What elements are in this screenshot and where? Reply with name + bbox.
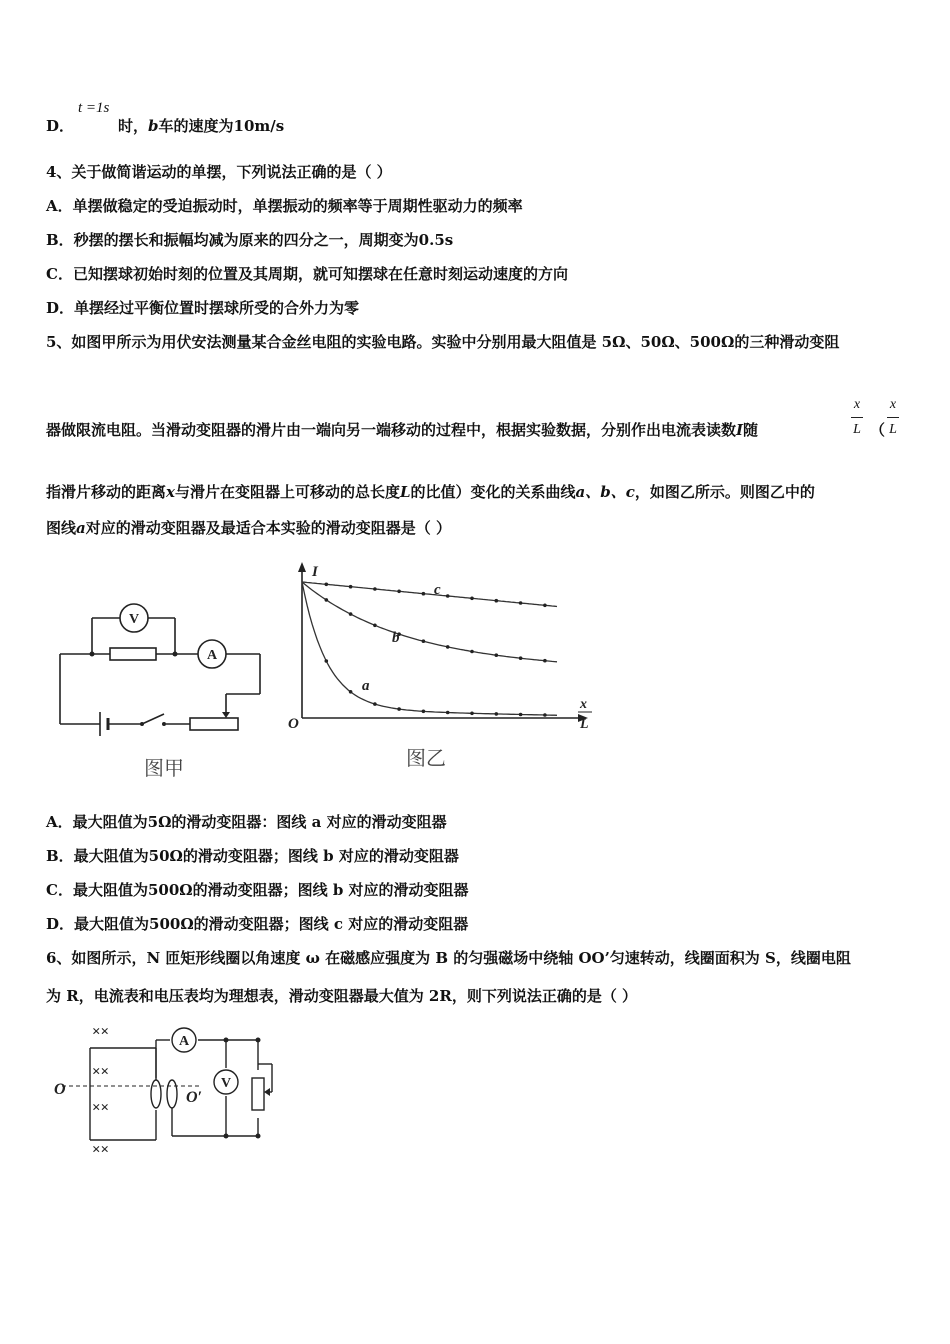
curve-c-label: c (434, 582, 441, 598)
q4-option-c: C．已知摆球初始时刻的位置及其周期，就可知摆球在任意时刻运动速度的方向 (46, 265, 568, 283)
curve-c-point (446, 594, 450, 598)
q5-stem-line4: 图线a对应的滑动变阻器及最适合本实验的滑动变阻器是（ ） (46, 519, 451, 537)
q5-fraction-den-1: L (853, 422, 861, 437)
q5-figure-yi-graph (282, 558, 602, 738)
q5-option-d: D．最大阻值为500Ω的滑动变阻器；图线 c 对应的滑动变阻器 (46, 915, 469, 933)
q5-figure-yi-caption: 图乙 (406, 746, 446, 770)
svg-text:A: A (178, 1034, 190, 1049)
curve-a (302, 582, 557, 715)
q6-figure-generator-circuit (52, 1020, 292, 1160)
field-cross: ×× (92, 1064, 110, 1080)
curve-a-point (495, 712, 499, 716)
curve-c (302, 582, 557, 607)
q5-option-b: B．最大阻值为50Ω的滑动变阻器；图线 b 对应的滑动变阻器 (46, 847, 459, 865)
curve-c-point (325, 583, 329, 587)
curve-a-point (519, 713, 523, 717)
q5-stem-line1: 5、如图甲所示为用伏安法测量某合金丝电阻的实验电路。实验中分别用最大阻值是 5Ω、50Ω、500Ω的三种滑动变阻 (46, 333, 840, 351)
q3-option-d-text: 时，b车的速度为10m/s (118, 117, 285, 135)
q5-option-c: C．最大阻值为500Ω的滑动变阻器；图线 b 对应的滑动变阻器 (46, 881, 469, 899)
graph-xlabel-den: L (580, 717, 589, 732)
curve-b-point (349, 612, 353, 616)
q5-fraction-num-1: x (853, 397, 861, 412)
curve-a-point (446, 711, 450, 715)
option-label: D． (46, 117, 75, 135)
q5-option-a: A．最大阻值为5Ω的滑动变阻器：图线 a 对应的滑动变阻器 (46, 813, 447, 831)
q4-option-d: D．单摆经过平衡位置时摆球所受的合外力为零 (46, 299, 360, 317)
curve-c-point (397, 590, 401, 594)
graph-origin: O (288, 716, 299, 732)
q5-fraction-bar-2 (887, 417, 899, 418)
curve-a-point (349, 690, 353, 694)
q3-time-formula: t =1s (78, 100, 110, 116)
curve-a-point (373, 702, 377, 706)
curve-b-point (422, 639, 426, 643)
curve-a-label: a (362, 678, 370, 694)
q4-option-b: B．秒摆的摆长和振幅均减为原来的四分之一，周期变为0.5s (46, 231, 454, 249)
curve-c-point (373, 587, 377, 591)
q5-stem-line3: 指滑片移动的距离x与滑片在变阻器上可移动的总长度L的比值）变化的关系曲线a、b、c，如图乙所示。则图乙中的 (46, 483, 815, 501)
svg-text:O: O (54, 1081, 66, 1098)
svg-text:A: A (206, 648, 218, 663)
curve-c-point (470, 597, 474, 601)
q5-fraction-den-2: L (889, 422, 897, 437)
curve-a-point (543, 713, 547, 717)
curve-b-point (543, 659, 547, 663)
curve-b-point (446, 645, 450, 649)
curve-c-point (422, 592, 426, 596)
q5-figure-jia-caption: 图甲 (144, 756, 184, 780)
q5-fraction-bar-1 (851, 417, 863, 418)
q5-fraction-num-2: x (889, 397, 897, 412)
curve-a-point (325, 659, 329, 663)
field-cross: ×× (92, 1024, 110, 1040)
q4-option-a: A．单摆做稳定的受迫振动时，单摆振动的频率等于周期性驱动力的频率 (46, 197, 523, 215)
svg-text:V: V (220, 1076, 232, 1091)
curve-b-point (470, 650, 474, 654)
curve-c-point (349, 585, 353, 589)
field-cross: ×× (92, 1142, 110, 1158)
curve-b-point (373, 624, 377, 628)
curve-b-point (495, 653, 499, 657)
curve-c-point (495, 599, 499, 603)
curve-a-point (422, 710, 426, 714)
curve-c-point (519, 601, 523, 605)
graph-ylabel: I (312, 564, 318, 580)
q6-stem-line2: 为 R，电流表和电压表均为理想表，滑动变阻器最大值为 2R，则下列说法正确的是（ ） (46, 987, 638, 1005)
svg-text:O′: O′ (186, 1089, 203, 1106)
curve-a-point (397, 707, 401, 711)
curve-c-point (543, 604, 547, 608)
field-cross: ×× (92, 1100, 110, 1116)
q5-stem-line2: 器做限流电阻。当滑动变阻器的滑片由一端向另一端移动的过程中，根据实验数据，分别作出电流表读数I随 (46, 421, 759, 439)
svg-text:V: V (128, 612, 140, 627)
q4-stem: 4、关于做简谐运动的单摆，下列说法正确的是（ ） (46, 163, 392, 181)
q5-paren: （ (870, 421, 886, 439)
graph-xlabel-num: x (580, 697, 587, 712)
curve-b-point (519, 656, 523, 660)
q3-option-d (46, 116, 74, 136)
curve-b-point (325, 598, 329, 602)
curve-a-point (470, 712, 474, 716)
q6-stem-line1: 6、如图所示，N 匝矩形线圈以角速度 ω 在磁感应强度为 B 的匀强磁场中绕轴 OO’匀速转动，线圈面积为 S，线圈电阻 (46, 949, 851, 967)
curve-b-label: b (392, 630, 400, 646)
